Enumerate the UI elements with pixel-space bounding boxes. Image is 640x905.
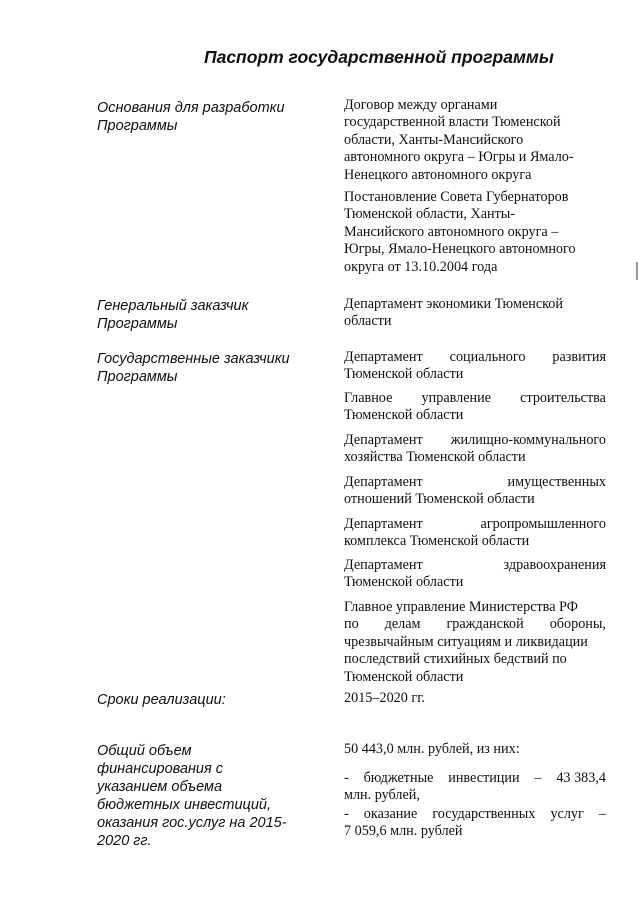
state-customer-2: Главное управление строительства Тюменской области bbox=[344, 390, 606, 424]
funding-label: Общий объем финансирования с указанием объема бюджетных инвестиций, оказания гос.услуг на 2015- 2020 гг. bbox=[97, 743, 287, 849]
state-customers-label: Государственные заказчики Программы bbox=[97, 351, 290, 385]
scan-edge-mark bbox=[636, 262, 638, 280]
state-customer-7: Главное управление Министерства РФ по делам гражданской обороны, чрезвычайным ситуациям и ликвидации последствий стихийных бедствий по Тюменской области bbox=[344, 599, 606, 685]
state-customer-5: Департамент агропромышленного комплекса Тюменской области bbox=[344, 516, 606, 550]
funding-total: 50 443,0 млн. рублей, из них: bbox=[344, 741, 520, 757]
state-customer-3: Департамент жилищно-коммунального хозяйства Тюменской области bbox=[344, 432, 606, 466]
page-title: Паспорт государственной программы bbox=[204, 47, 554, 67]
period-label: Сроки реализации: bbox=[97, 692, 226, 708]
basis-resolution: Постановление Совета Губернаторов Тюменской области, Ханты- Мансийского автономного округа – Югры, Ямало-Ненецкого автономного округа от 13.10.2004 года bbox=[344, 189, 576, 275]
funding-state-services: - оказание государственных услуг – 7 059,6 млн. рублей bbox=[344, 806, 606, 840]
state-customer-4: Департамент имущественных отношений Тюменской области bbox=[344, 474, 606, 508]
state-customer-1: Департамент социального развития Тюменской области bbox=[344, 349, 606, 383]
state-customer-6: Департамент здравоохранения Тюменской области bbox=[344, 557, 606, 591]
period-value: 2015–2020 гг. bbox=[344, 690, 425, 706]
basis-label: Основания для разработки Программы bbox=[97, 100, 285, 134]
basis-agreement: Договор между органами государственной власти Тюменской области, Ханты-Мансийского автономного округа – Югры и Ямало- Ненецкого автономного округа bbox=[344, 97, 574, 183]
customer-label: Генеральный заказчик Программы bbox=[97, 298, 249, 332]
customer-value: Департамент экономики Тюменской области bbox=[344, 296, 563, 330]
funding-budget-investments: - бюджетные инвестиции – 43 383,4 млн. рублей, bbox=[344, 770, 606, 804]
